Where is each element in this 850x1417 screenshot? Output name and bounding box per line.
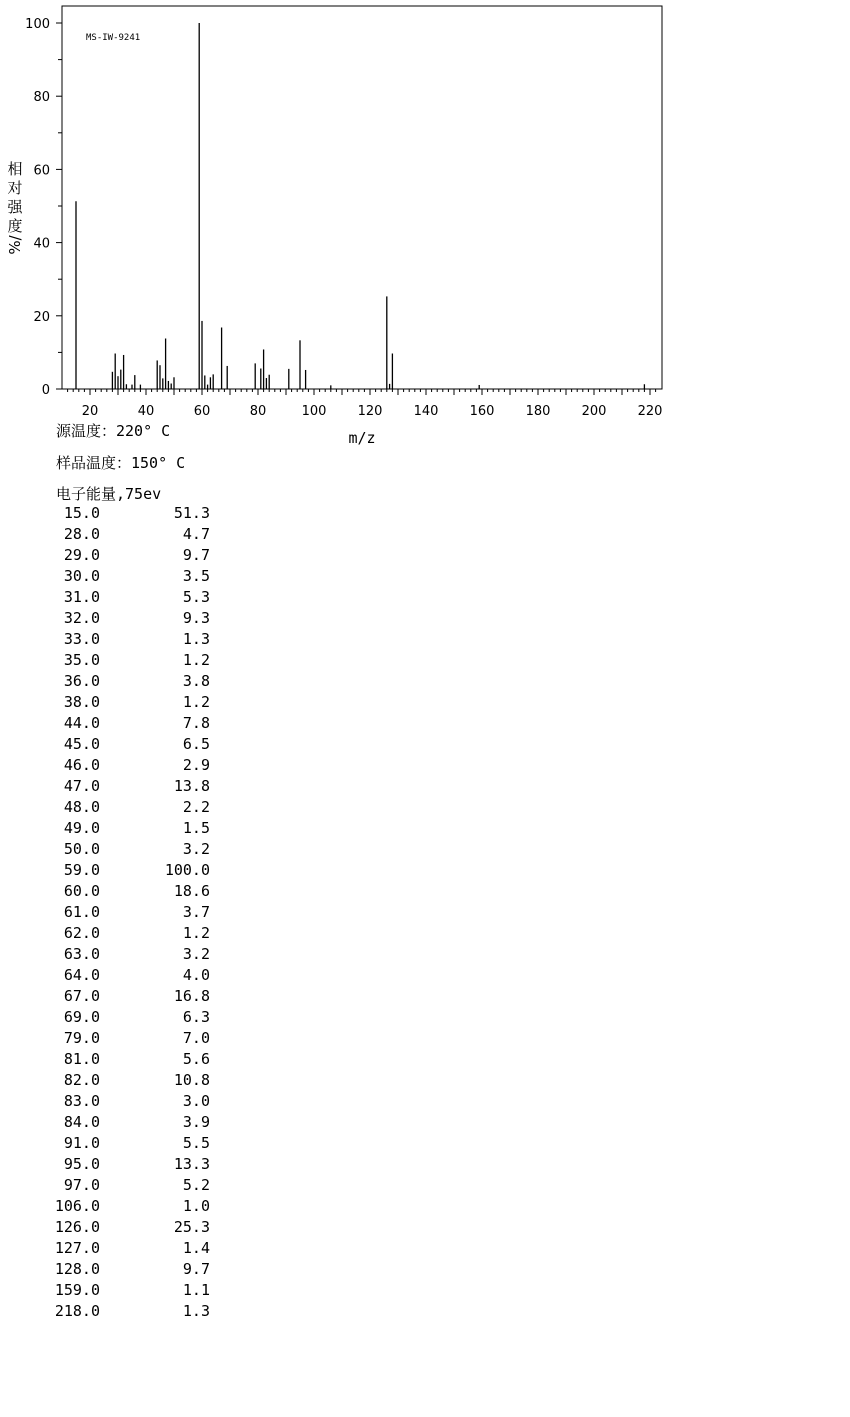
- peak-mz: 106.0: [54, 1197, 100, 1215]
- peak-intensity: 1.0: [182, 1197, 210, 1215]
- peak-intensity: 9.7: [182, 1260, 210, 1278]
- peak-intensity: 3.2: [182, 945, 210, 963]
- y-axis-label-char: 对: [7, 179, 23, 197]
- y-axis-label-char: 强: [7, 198, 23, 216]
- plot-frame: [62, 6, 662, 389]
- peak-intensity: 9.7: [182, 546, 210, 564]
- peak-intensity: 51.3: [173, 504, 210, 522]
- mass-spectrum-chart: [0, 0, 850, 460]
- peak-intensity: 13.3: [173, 1155, 210, 1173]
- peak-mz: 63.0: [63, 945, 100, 963]
- spectrum-id-label: MS-IW-9241: [86, 33, 141, 43]
- peak-mz: 67.0: [63, 987, 100, 1005]
- x-tick-label: 140: [413, 404, 439, 419]
- peak-intensity: 7.0: [182, 1029, 210, 1047]
- peak-mz: 29.0: [63, 546, 100, 564]
- x-axis-label: m/z: [348, 429, 376, 447]
- peak-mz: 45.0: [63, 735, 100, 753]
- peak-mz: 33.0: [63, 630, 100, 648]
- peak-intensity: 4.0: [182, 966, 210, 984]
- x-tick-label: 200: [581, 404, 607, 419]
- peak-mz: 32.0: [63, 609, 100, 627]
- peak-mz: 69.0: [63, 1008, 100, 1026]
- y-axis-label-char: 度: [7, 217, 23, 235]
- peak-intensity: 2.2: [182, 798, 210, 816]
- peak-intensity: 3.2: [182, 840, 210, 858]
- peak-mz: 35.0: [63, 651, 100, 669]
- peak-mz: 28.0: [63, 525, 100, 543]
- peak-mz: 128.0: [54, 1260, 100, 1278]
- peak-intensity: 7.8: [182, 714, 210, 732]
- peak-intensity: 1.2: [182, 651, 210, 669]
- peak-intensity: 5.2: [182, 1176, 210, 1194]
- peak-intensity: 13.8: [173, 777, 210, 795]
- y-tick-label: 100: [25, 17, 50, 32]
- peak-intensity: 5.6: [182, 1050, 210, 1068]
- x-tick-label: 60: [193, 404, 211, 419]
- peak-mz: 15.0: [63, 504, 100, 522]
- peak-intensity: 10.8: [173, 1071, 210, 1089]
- peak-intensity: 3.0: [182, 1092, 210, 1110]
- peak-intensity: 2.9: [182, 756, 210, 774]
- peak-intensity: 5.5: [182, 1134, 210, 1152]
- peak-mz: 38.0: [63, 693, 100, 711]
- y-tick-label: 80: [33, 90, 50, 106]
- peak-intensity: 6.3: [182, 1008, 210, 1026]
- peak-intensity: 16.8: [173, 987, 210, 1005]
- x-tick-label: 120: [357, 404, 383, 419]
- peak-mz: 48.0: [63, 798, 100, 816]
- peak-mz: 59.0: [63, 861, 100, 879]
- peak-intensity: 3.5: [182, 567, 210, 585]
- peak-mz: 36.0: [63, 672, 100, 690]
- peak-mz: 50.0: [63, 840, 100, 858]
- peak-mz: 95.0: [63, 1155, 100, 1173]
- peak-mz: 60.0: [63, 882, 100, 900]
- y-axis-label-char: %/: [6, 235, 24, 255]
- peak-intensity: 1.3: [182, 630, 210, 648]
- peak-intensity: 3.8: [182, 672, 210, 690]
- peak-intensity: 3.9: [182, 1113, 210, 1131]
- x-tick-label: 20: [81, 404, 99, 419]
- peak-mz: 64.0: [63, 966, 100, 984]
- peak-mz: 46.0: [63, 756, 100, 774]
- source-temperature: 源温度：220° C: [56, 422, 171, 440]
- peak-intensity: 1.2: [182, 924, 210, 942]
- peak-intensity: 1.1: [182, 1281, 210, 1299]
- peak-intensity: 1.5: [182, 819, 210, 837]
- peak-intensity: 1.2: [182, 693, 210, 711]
- sample-temperature: 样品温度：150° C: [56, 454, 186, 472]
- peak-mz: 49.0: [63, 819, 100, 837]
- peak-mz: 81.0: [63, 1050, 100, 1068]
- peak-mz: 97.0: [63, 1176, 100, 1194]
- peak-mz: 44.0: [63, 714, 100, 732]
- peak-mz: 83.0: [63, 1092, 100, 1110]
- peak-intensity: 1.3: [182, 1302, 210, 1320]
- y-tick-label: 20: [33, 309, 50, 325]
- y-tick-label: 0: [41, 383, 50, 398]
- electron-energy: 电子能量,75ev: [56, 485, 162, 503]
- x-tick-label: 40: [137, 404, 155, 419]
- peak-intensity: 1.4: [182, 1239, 210, 1257]
- peak-mz: 218.0: [54, 1302, 100, 1320]
- peak-intensity: 100.0: [164, 861, 210, 879]
- peak-mz: 127.0: [54, 1239, 100, 1257]
- x-tick-label: 220: [637, 404, 663, 419]
- peak-intensity: 5.3: [182, 588, 210, 606]
- peak-mz: 82.0: [63, 1071, 100, 1089]
- peak-intensity: 18.6: [173, 882, 210, 900]
- x-tick-label: 80: [249, 404, 267, 419]
- peak-intensity: 6.5: [182, 735, 210, 753]
- peak-intensity: 3.7: [182, 903, 210, 921]
- peak-intensity: 4.7: [182, 525, 210, 543]
- peak-mz: 47.0: [63, 777, 100, 795]
- peak-mz: 91.0: [63, 1134, 100, 1152]
- x-tick-label: 160: [469, 404, 495, 419]
- y-tick-label: 40: [33, 236, 50, 252]
- x-tick-label: 100: [301, 404, 327, 419]
- peak-intensity: 9.3: [182, 609, 210, 627]
- peak-mz: 62.0: [63, 924, 100, 942]
- peak-mz: 84.0: [63, 1113, 100, 1131]
- peak-mz: 30.0: [63, 567, 100, 585]
- peak-intensity: 25.3: [173, 1218, 210, 1236]
- peak-mz: 159.0: [54, 1281, 100, 1299]
- peak-mz: 31.0: [63, 588, 100, 606]
- peak-mz: 61.0: [63, 903, 100, 921]
- peak-mz: 79.0: [63, 1029, 100, 1047]
- y-axis-label-char: 相: [7, 160, 23, 178]
- x-tick-label: 180: [525, 404, 551, 419]
- y-tick-label: 60: [33, 163, 50, 179]
- peak-mz: 126.0: [54, 1218, 100, 1236]
